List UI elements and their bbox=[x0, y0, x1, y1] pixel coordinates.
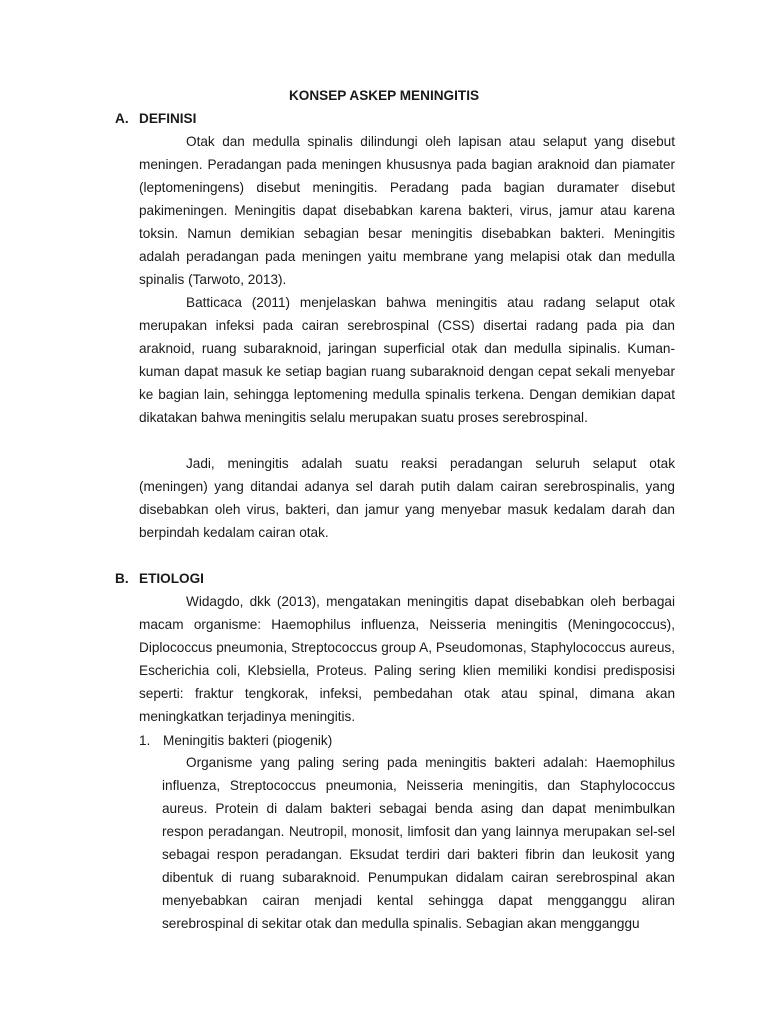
paragraph-definisi-3: Jadi, meningitis adalah suatu reaksi peradangan seluruh selaput otak (meningen) yang ditandai adanya sel darah putih dalam cairan serebrospinalis, yang disebabkan oleh virus, bakteri, dan jamur yang menyebar masuk kedalam darah dan berpindah kedalam cairan otak. bbox=[139, 456, 675, 540]
section-title: DEFINISI bbox=[139, 111, 197, 126]
paragraph-etiologi-1: Widagdo, dkk (2013), mengatakan meningitis dapat disebabkan oleh berbagai macam organisme: Haemophilus influenza, Neisseria meningitis (Meningococcus), Diplococcus pneumonia, Streptococcus group A, Pseudomonas, Staphylococcus aureus, Escherichia coli, Klebsiella, Proteus. Paling sering klien memiliki kondisi predisposisi seperti: fraktur tengkorak, infeksi, pembedahan otak atau spinal, dimana akan meningkatkan terjadinya meningitis. bbox=[139, 594, 675, 724]
section-heading-etiologi bbox=[115, 569, 204, 589]
list-number: 1. bbox=[139, 733, 151, 748]
section-letter: A. bbox=[115, 111, 129, 126]
paragraph-meningitis-bakteri: Organisme yang paling sering pada meningitis bakteri adalah: Haemophilus influenza, Streptococcus pneumonia, Neisseria meningitis, dan Staphylococcus aureus. Protein di dalam bakteri sebagai benda asing dan dapat menimbulkan respon peradangan. Neutropil, monosit, limfosit dan yang lainnya merupakan sel-sel sebagai respon peradangan. Eksudat terdiri dari bakteri fibrin dan leukosit yang dibentuk di ruang subaraknoid. Penumpukan didalam cairan serebrospinal akan menyebabkan cairan menjadi kental sehingga dapat mengganggu aliran serebrospinal di sekitar otak dan medulla spinalis. Sebagian akan mengganggu bbox=[162, 755, 675, 931]
section-letter: B. bbox=[115, 571, 129, 586]
list-label: Meningitis bakteri (piogenik) bbox=[163, 733, 333, 748]
list-item-meningitis-bakteri bbox=[139, 731, 332, 751]
paragraph-definisi-1: Otak dan medulla spinalis dilindungi oleh lapisan atau selaput yang disebut meningen. Peradangan pada meningen khususnya pada bagian araknoid dan piamater (leptomeningens) disebut meningitis. Peradang pada bagian duramater disebut pakimeningen. Meningitis dapat disebabkan karena bakteri, virus, jamur atau karena toksin. Namun demikian sebagian besar meningitis disebabkan bakteri. Meningitis adalah peradangan pada meningen yaitu membrane yang melapisi otak dan medulla spinalis (Tarwoto, 2013). bbox=[139, 134, 675, 287]
paragraph-definisi-2: Batticaca (2011) menjelaskan bahwa meningitis atau radang selaput otak merupakan infeksi pada cairan serebrospinal (CSS) disertai radang pada pia dan araknoid, ruang subaraknoid, jaringan superficial otak dan medulla sipinalis. Kuman-kuman dapat masuk ke setiap bagian ruang subaraknoid dengan cepat sekali menyebar ke bagian lain, sehingga leptomening medulla spinalis terkena. Dengan demikian dapat dikatakan bahwa meningitis selalu merupakan suatu proses serebrospinal. bbox=[139, 295, 675, 425]
page-title: KONSEP ASKEP MENINGITIS bbox=[288, 88, 480, 103]
section-heading-definisi bbox=[115, 109, 196, 129]
section-title: ETIOLOGI bbox=[139, 571, 204, 586]
